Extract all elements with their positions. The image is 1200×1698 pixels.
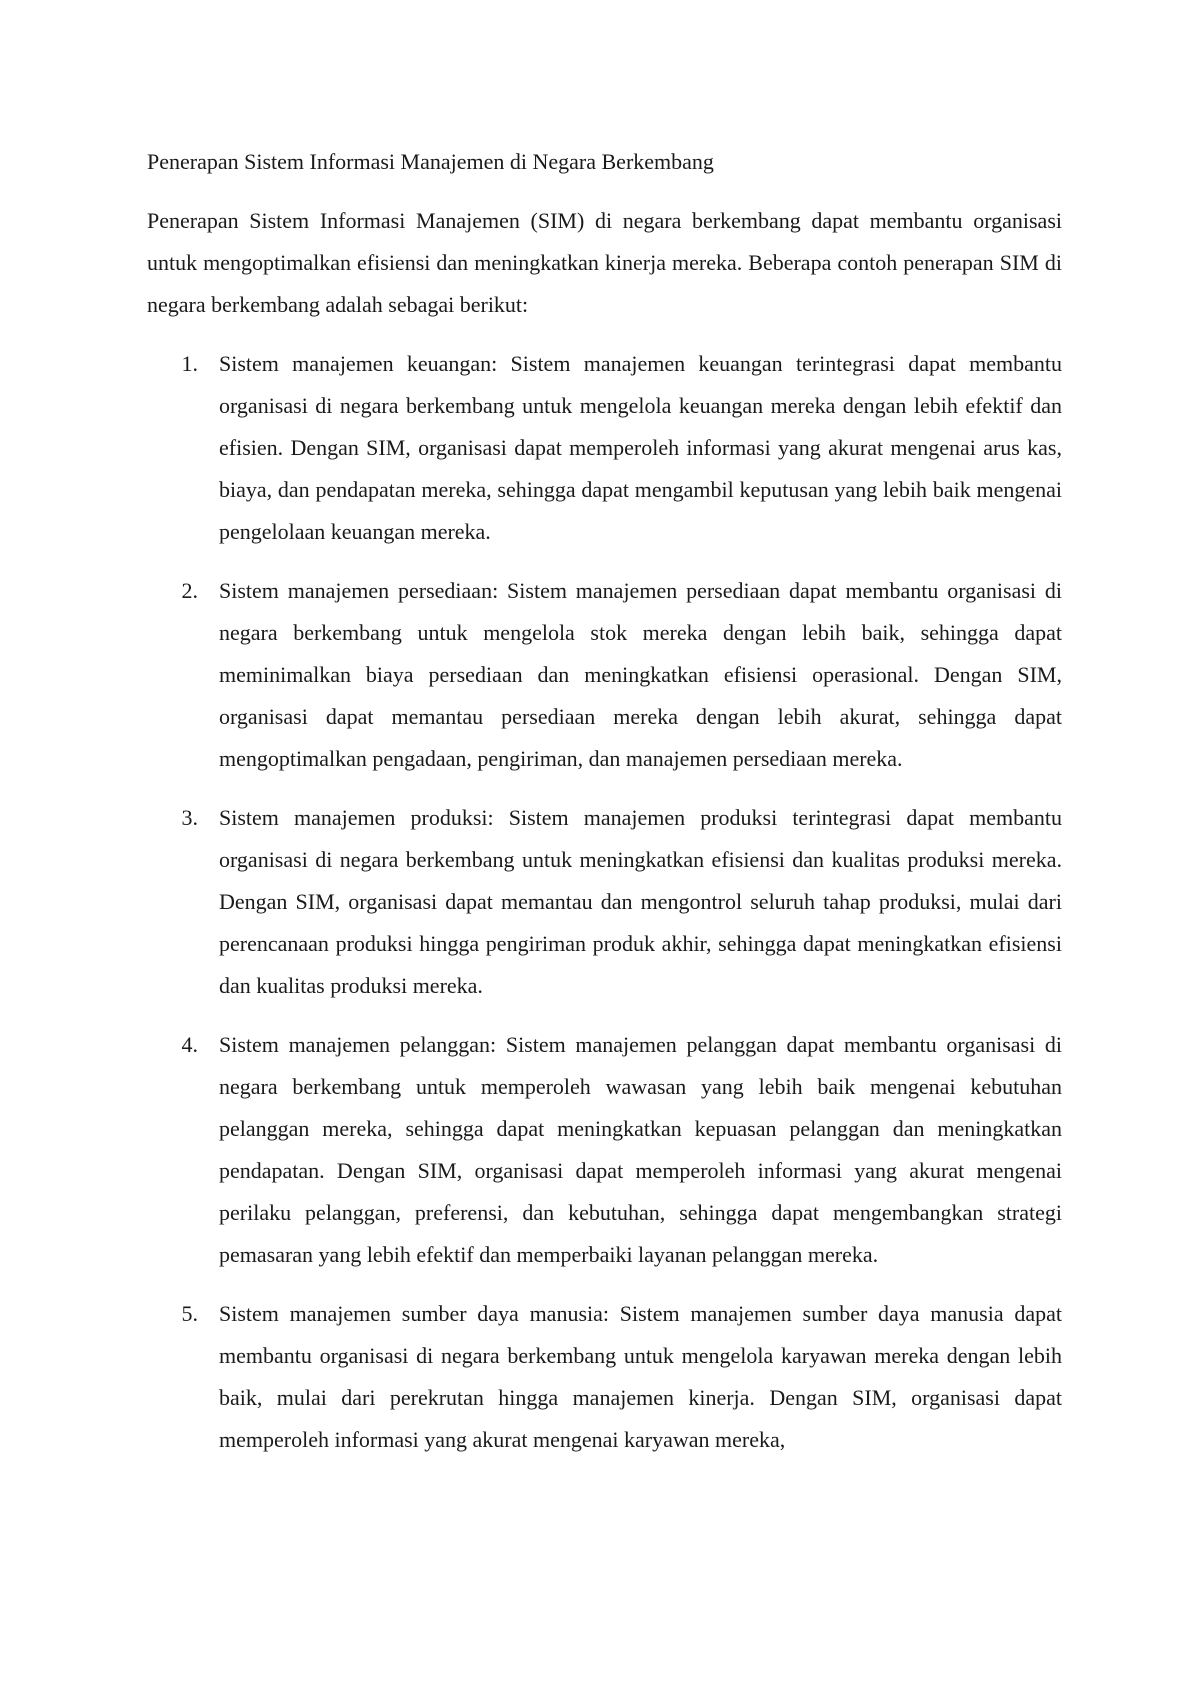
document-title: Penerapan Sistem Informasi Manajemen di Negara Berkembang	[147, 149, 714, 174]
numbered-list	[147, 343, 1062, 1461]
list-item	[147, 797, 1062, 1007]
list-item-number: 5.	[181, 1301, 198, 1326]
list-item-text: Sistem manajemen keuangan: Sistem manajemen keuangan terintegrasi dapat membantu organisasi di negara berkembang untuk mengelola keuangan mereka dengan lebih efektif dan efisien. Dengan SIM, organisasi dapat memperoleh informasi yang akurat mengenai arus kas, biaya, dan pendapatan mereka, sehingga dapat mengambil keputusan yang lebih baik mengenai pengelolaan keuangan mereka.	[219, 351, 1062, 544]
list-item-number: 3.	[181, 805, 198, 830]
list-item-number: 2.	[181, 578, 198, 603]
list-item-text: Sistem manajemen sumber daya manusia: Sistem manajemen sumber daya manusia dapat membantu organisasi di negara berkembang untuk mengelola karyawan mereka dengan lebih baik, mulai dari perekrutan hingga manajemen kinerja. Dengan SIM, organisasi dapat memperoleh informasi yang akurat mengenai karyawan mereka,	[219, 1301, 1062, 1452]
list-item-number: 1.	[181, 351, 198, 376]
document-body	[147, 141, 1062, 1478]
list-item	[147, 570, 1062, 780]
list-item-text: Sistem manajemen produksi: Sistem manajemen produksi terintegrasi dapat membantu organisasi di negara berkembang untuk meningkatkan efisiensi dan kualitas produksi mereka. Dengan SIM, organisasi dapat memantau dan mengontrol seluruh tahap produksi, mulai dari perencanaan produksi hingga pengiriman produk akhir, sehingga dapat meningkatkan efisiensi dan kualitas produksi mereka.	[219, 805, 1062, 998]
list-item	[147, 1024, 1062, 1276]
list-item	[147, 1293, 1062, 1461]
list-item-number: 4.	[181, 1032, 198, 1057]
list-item-text: Sistem manajemen pelanggan: Sistem manajemen pelanggan dapat membantu organisasi di negara berkembang untuk memperoleh wawasan yang lebih baik mengenai kebutuhan pelanggan mereka, sehingga dapat meningkatkan kepuasan pelanggan dan meningkatkan pendapatan. Dengan SIM, organisasi dapat memperoleh informasi yang akurat mengenai perilaku pelanggan, preferensi, dan kebutuhan, sehingga dapat mengembangkan strategi pemasaran yang lebih efektif dan memperbaiki layanan pelanggan mereka.	[219, 1032, 1062, 1267]
intro-paragraph: Penerapan Sistem Informasi Manajemen (SIM) di negara berkembang dapat membantu organisasi untuk mengoptimalkan efisiensi dan meningkatkan kinerja mereka. Beberapa contoh penerapan SIM di negara berkembang adalah sebagai berikut:	[147, 208, 1062, 317]
list-item-text: Sistem manajemen persediaan: Sistem manajemen persediaan dapat membantu organisasi di negara berkembang untuk mengelola stok mereka dengan lebih baik, sehingga dapat meminimalkan biaya persediaan dan meningkatkan efisiensi operasional. Dengan SIM, organisasi dapat memantau persediaan mereka dengan lebih akurat, sehingga dapat mengoptimalkan pengadaan, pengiriman, dan manajemen persediaan mereka.	[219, 578, 1062, 771]
list-item	[147, 343, 1062, 553]
